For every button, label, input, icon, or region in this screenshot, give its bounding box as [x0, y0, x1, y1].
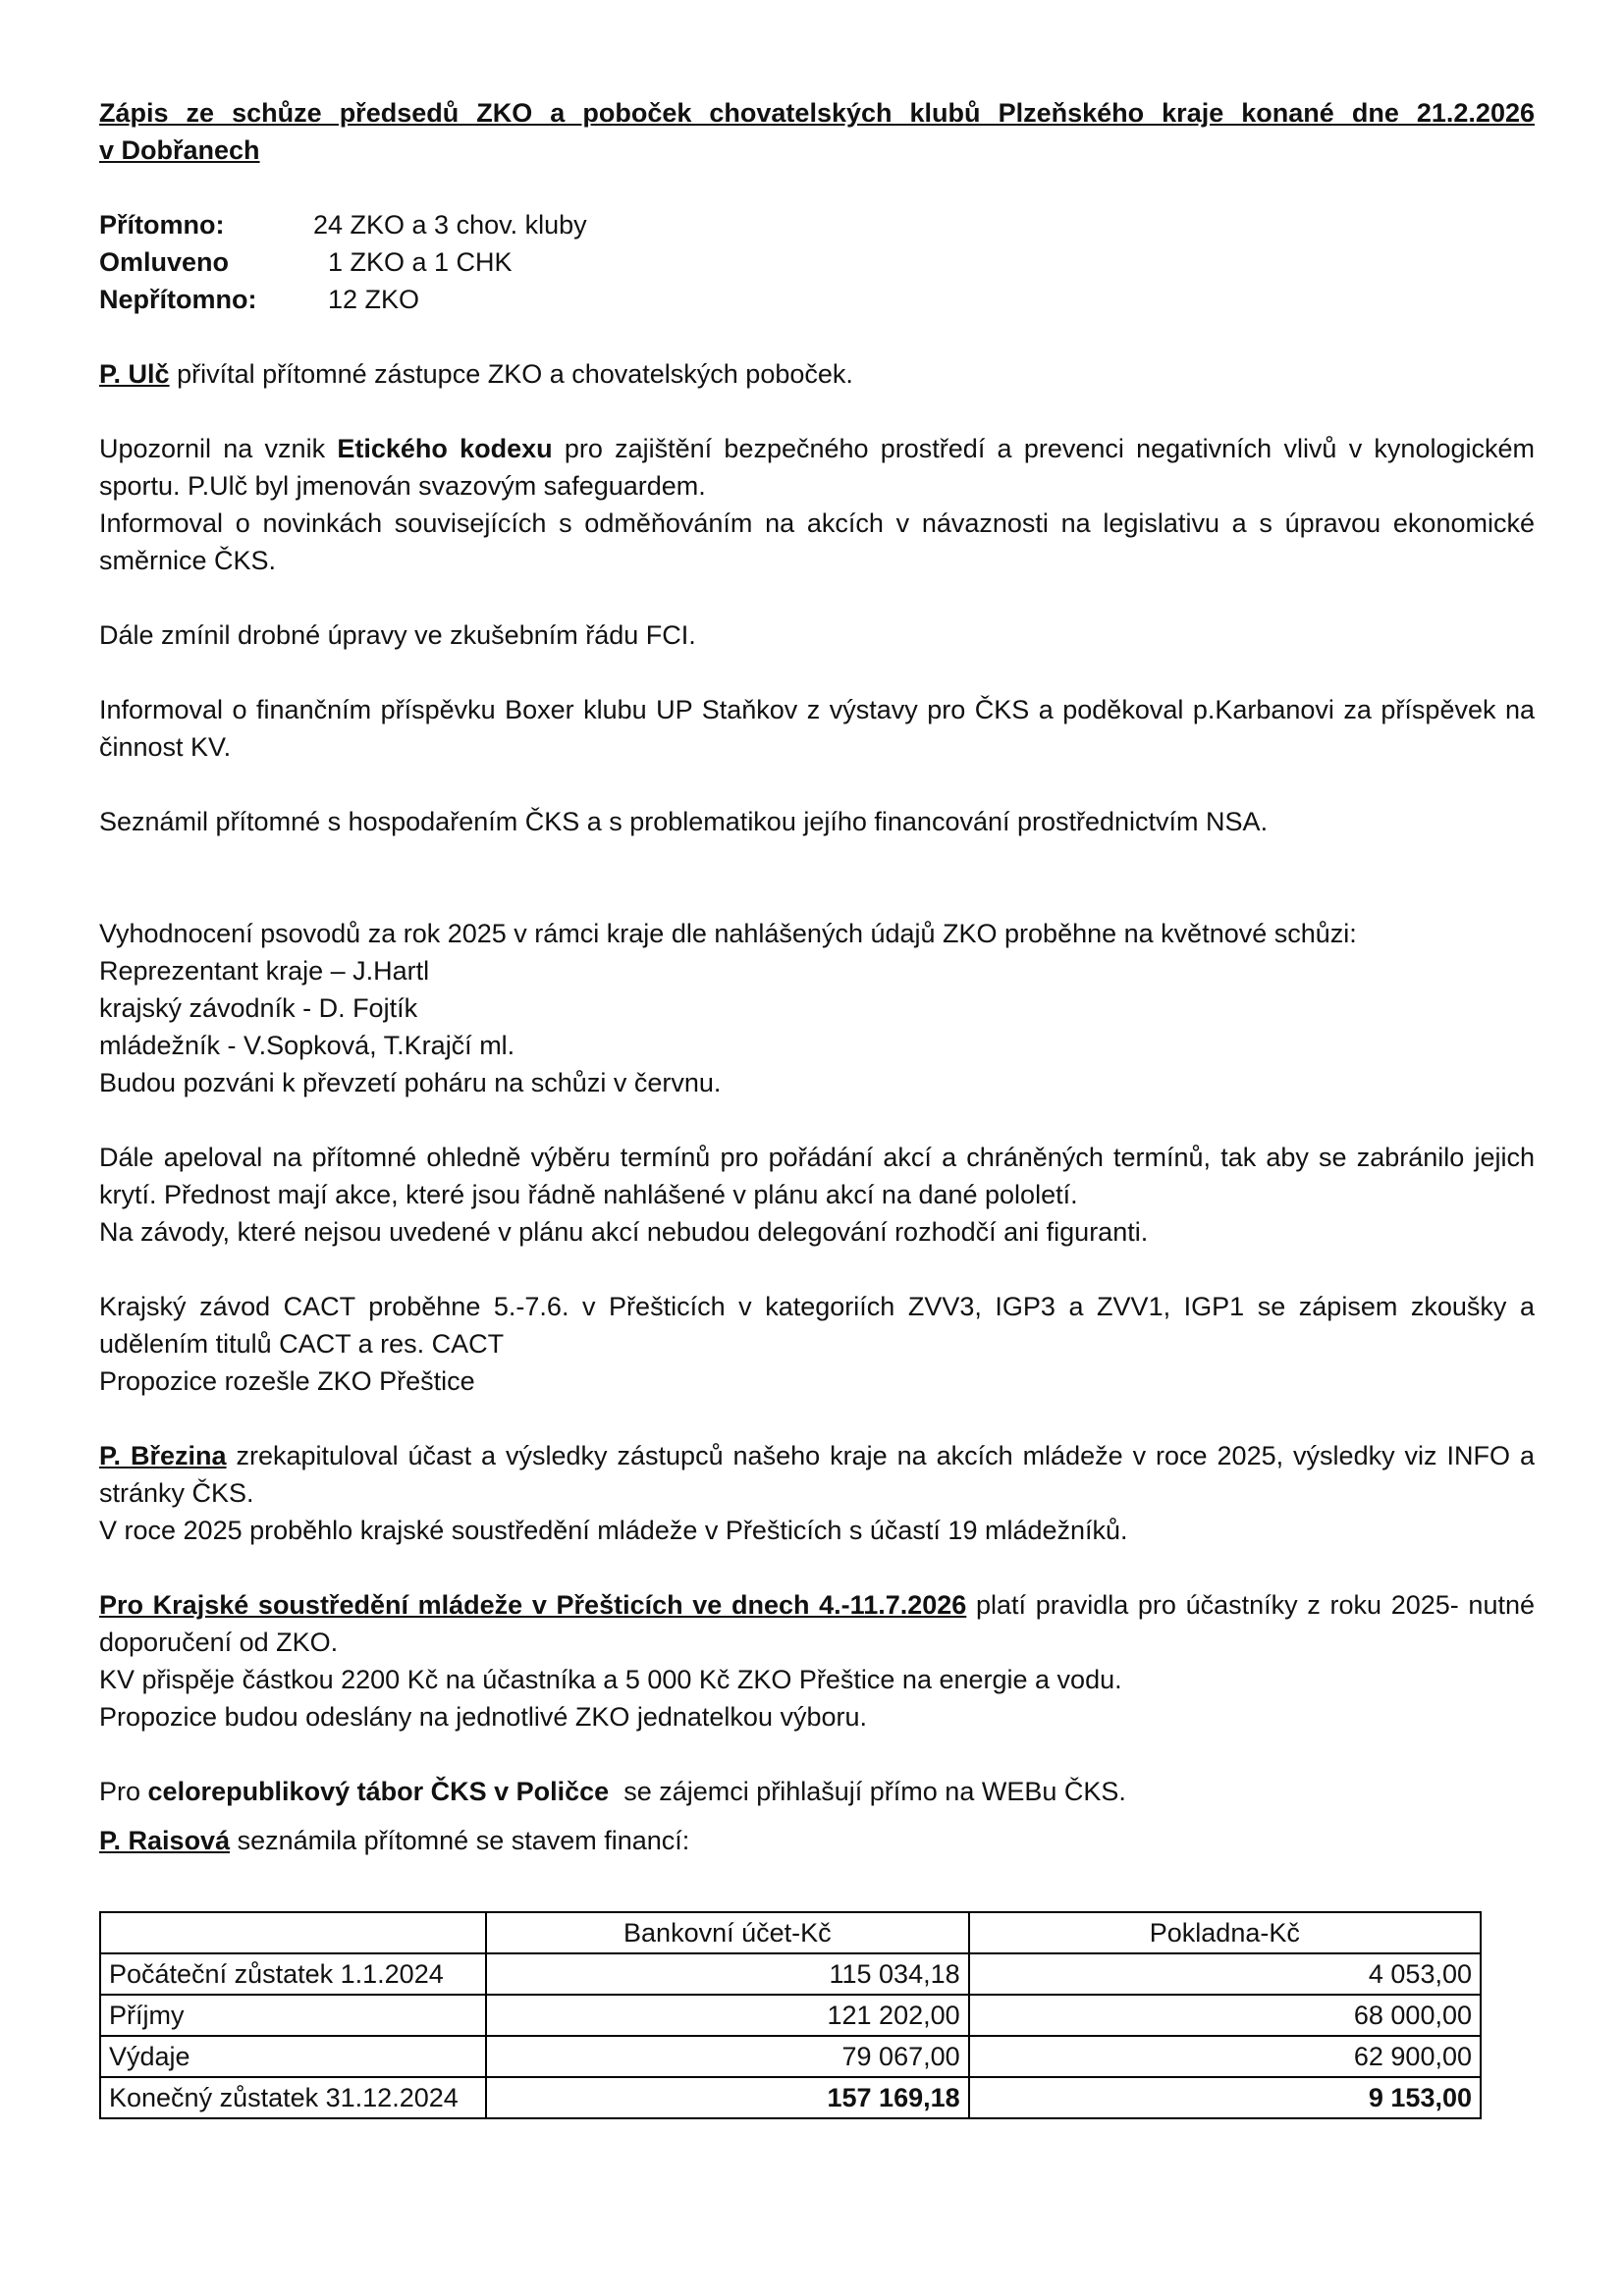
speaker-name: P. Březina: [99, 1441, 227, 1470]
speaker-name: P. Raisová: [99, 1826, 231, 1855]
attendance-value: 12 ZKO: [313, 285, 420, 314]
paragraph-cact: Krajský závod CACT proběhne 5.-7.6. v Přešticích v kategoriích ZVV3, IGP3 a ZVV1, IGP1 se zápisem zkoušky a udělením titulů CACT a res. CACT: [99, 1292, 1535, 1359]
title-line-1: Zápis ze schůze předsedů ZKO a poboček chovatelských klubů Plzeňského kraje konané dne 21.2.2026: [99, 98, 1535, 128]
paragraph-text: zrekapituloval účast a výsledky zástupců našeho kraje na akcích mládeže v roce 2025, výsledky viz INFO a stránky ČKS.: [99, 1441, 1535, 1508]
table-cell: 121 202,00: [486, 1995, 969, 2036]
attendance-block: [99, 206, 1535, 318]
attendance-label: Přítomno:: [99, 210, 225, 240]
table-header-cell: [100, 1912, 486, 1953]
table-cell: 115 034,18: [486, 1953, 969, 1995]
finance-table: [99, 1911, 1482, 2119]
evaluation-block: [99, 915, 1535, 1101]
paragraph-propositions: Propozice rozešle ZKO Přeštice: [99, 1366, 475, 1396]
paragraph-text: Upozornil na vznik: [99, 434, 338, 463]
paragraph-text: pro zajištění bezpečného prostředí a prevenci negativních vlivů v kynologickém sportu. P.Ulč byl jmenován svazovým safeguardem.: [99, 434, 1535, 501]
table-row: [100, 1953, 1481, 1995]
attendance-value: 24 ZKO a 3 chov. kluby: [313, 210, 587, 240]
title-line-2: v Dobřanech: [99, 135, 260, 165]
camp-heading: Pro Krajské soustředění mládeže v Přešticích ve dnech 4.-11.7.2026: [99, 1590, 967, 1620]
paragraph-delegation: Na závody, které nejsou uvedené v plánu akcí nebudou delegování rozhodčí ani figuranti.: [99, 1217, 1149, 1247]
paragraph-youth-camp-2025: V roce 2025 proběhlo krajské soustředění mládeže v Přešticích s účastí 19 mládežníků.: [99, 1516, 1128, 1545]
evaluation-line: krajský závodník - D. Fojtík: [99, 993, 418, 1023]
evaluation-line: Reprezentant kraje – J.Hartl: [99, 956, 430, 986]
table-cell: 9 153,00: [969, 2077, 1481, 2118]
paragraph-text: se zájemci přihlašují přímo na WEBu ČKS.: [609, 1777, 1126, 1806]
table-cell: 157 169,18: [486, 2077, 969, 2118]
evaluation-line: mládežník - V.Sopková, T.Krajčí ml.: [99, 1031, 515, 1060]
evaluation-line: Budou pozváni k převzetí poháru na schůzi v červnu.: [99, 1068, 722, 1097]
paragraph-welcome: [99, 355, 1535, 393]
table-cell: 4 053,00: [969, 1953, 1481, 1995]
table-cell: Výdaje: [100, 2036, 486, 2077]
paragraph-youth-results: [99, 1437, 1535, 1512]
document-title: [99, 94, 1535, 169]
table-cell: 62 900,00: [969, 2036, 1481, 2077]
attendance-value: 1 ZKO a 1 CHK: [313, 247, 513, 277]
paragraph-text: Pro: [99, 1777, 148, 1806]
table-cell: 68 000,00: [969, 1995, 1481, 2036]
paragraph-dates: Dále apeloval na přítomné ohledně výběru termínů pro pořádání akcí a chráněných termínů, tak aby se zabránilo jejich krytí. Přednost mají akce, které jsou řádně nahlášené v plánu akcí na dané pololetí.: [99, 1143, 1535, 1209]
paragraph-contribution: Informoval o finančním příspěvku Boxer klubu UP Staňkov z výstavy pro ČKS a poděkoval p.Karbanovi za příspěvek na činnost KV.: [99, 695, 1535, 762]
paragraph-national-camp: [99, 1773, 1535, 1810]
national-camp-term: celorepublikový tábor ČKS v Poličce: [147, 1777, 610, 1806]
table-row: [100, 2036, 1481, 2077]
table-total-row: [100, 2077, 1481, 2118]
attendance-label: Nepřítomno:: [99, 285, 257, 314]
paragraph-youth-camp-2026: [99, 1586, 1535, 1661]
table-cell: Konečný zůstatek 31.12.2024: [100, 2077, 486, 2118]
table-cell: Příjmy: [100, 1995, 486, 2036]
table-header-row: [100, 1912, 1481, 1953]
table-cell: Počáteční zůstatek 1.1.2024: [100, 1953, 486, 1995]
paragraph-text: platí pravidla pro účastníky z roku 2025- nutné doporučení od ZKO.: [99, 1590, 1535, 1657]
attendance-row: [99, 243, 1535, 281]
document-body: [99, 94, 1535, 1859]
paragraph-text: přivítal přítomné zástupce ZKO a chovatelských poboček.: [169, 359, 853, 389]
paragraph-fci: Dále zmínil drobné úpravy ve zkušebním řádu FCI.: [99, 620, 696, 650]
paragraph-camp-propositions: Propozice budou odeslány na jednotlivé ZKO jednatelkou výboru.: [99, 1702, 867, 1732]
evaluation-line: Vyhodnocení psovodů za rok 2025 v rámci kraje dle nahlášených údajů ZKO proběhne na květnové schůzi:: [99, 919, 1357, 948]
paragraph-treasurer: [99, 1822, 1535, 1859]
paragraph-text: seznámila přítomné se stavem financí:: [230, 1826, 690, 1855]
table-cell: 79 067,00: [486, 2036, 969, 2077]
paragraph-camp-contribution: KV přispěje částkou 2200 Kč na účastníka a 5 000 Kč ZKO Přeštice na energie a vodu.: [99, 1665, 1122, 1694]
table-row: [100, 1995, 1481, 2036]
speaker-name: P. Ulč: [99, 359, 170, 389]
paragraph-ethics: [99, 430, 1535, 505]
ethics-code-term: Etického kodexu: [337, 434, 553, 463]
attendance-row: [99, 281, 1535, 318]
table-header-cell: Bankovní účet-Kč: [486, 1912, 969, 1953]
table-header-cell: Pokladna-Kč: [969, 1912, 1481, 1953]
attendance-label: Omluveno: [99, 247, 230, 277]
paragraph-finances-cks: Seznámil přítomné s hospodařením ČKS a s problematikou jejího financování prostřednictvím NSA.: [99, 807, 1269, 836]
attendance-row: [99, 206, 1535, 243]
paragraph-rewards: Informoval o novinkách souvisejících s odměňováním na akcích v návaznosti na legislativu a s úpravou ekonomické směrnice ČKS.: [99, 508, 1535, 575]
